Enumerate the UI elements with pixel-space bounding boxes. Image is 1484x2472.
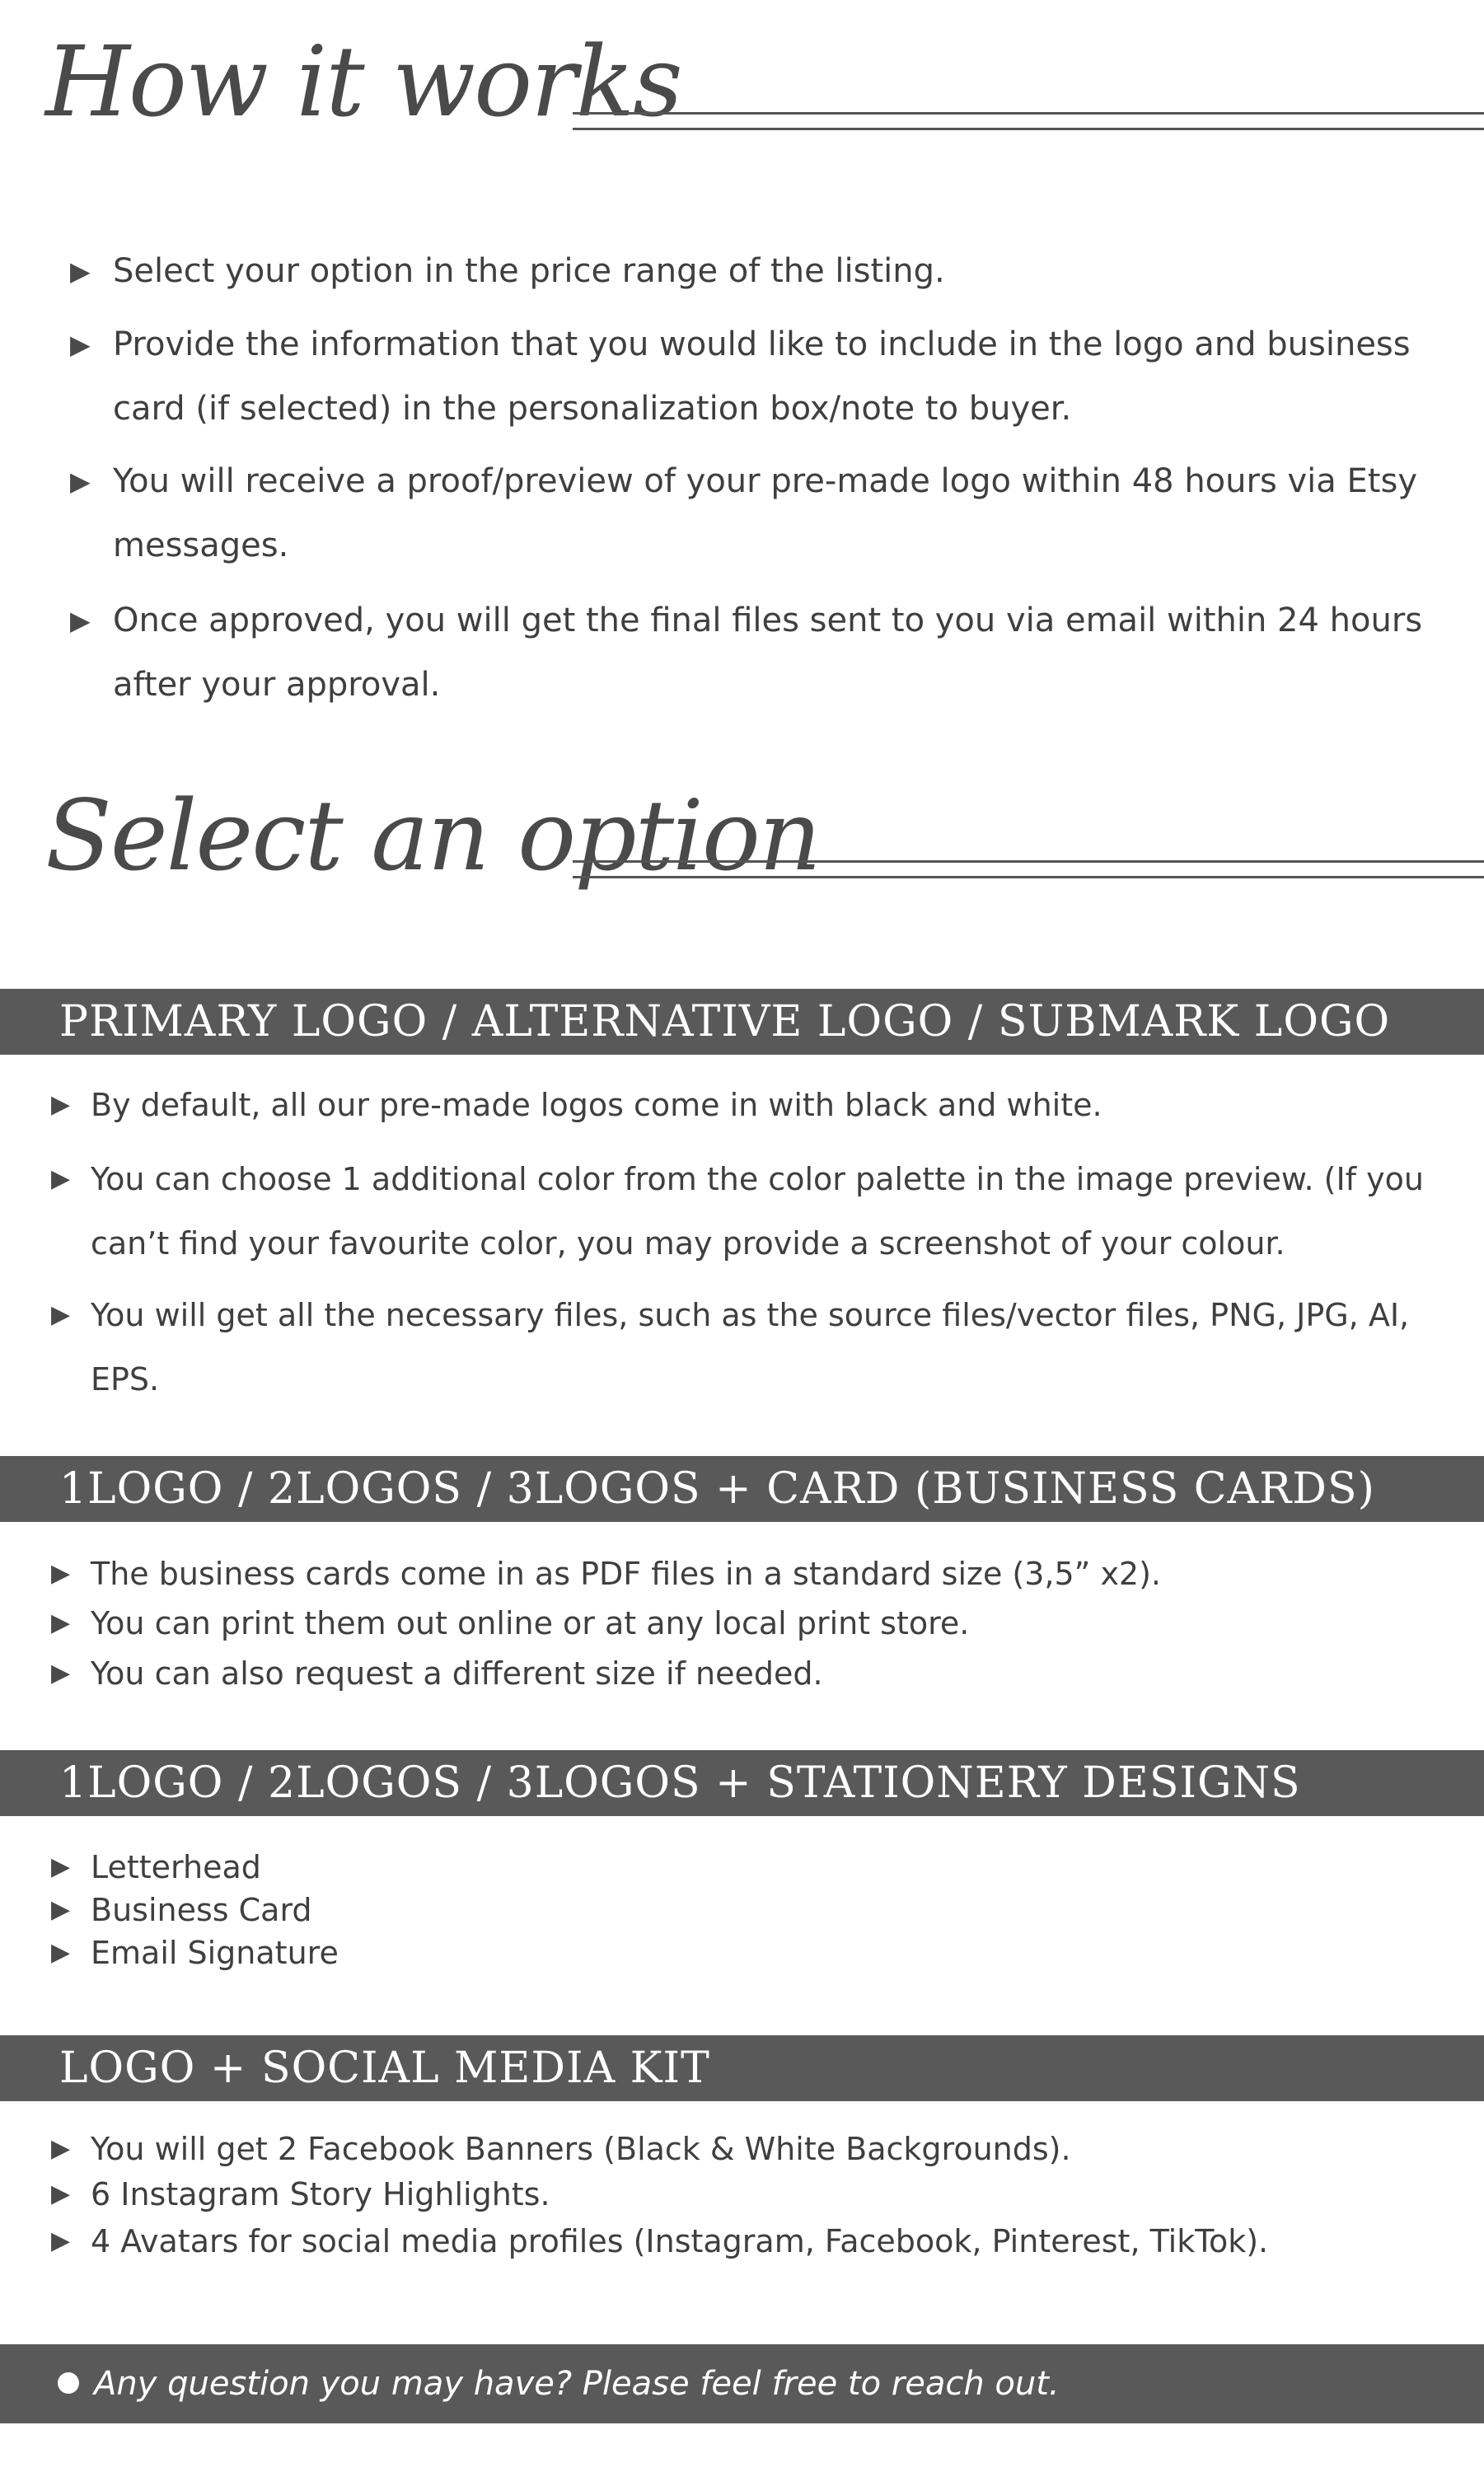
triangle-right-icon: ▶: [51, 2226, 71, 2255]
triangle-right-icon: ▶: [70, 329, 91, 360]
triangle-right-icon: ▶: [51, 1300, 71, 1329]
list-item: ▶ The business cards come in as PDF files in a standard size (3,5” x2).: [51, 1551, 1460, 1597]
dot-icon: [58, 2372, 79, 2394]
triangle-right-icon: ▶: [51, 1559, 71, 1588]
footer-text: Any question you may have? Please feel free to reach out.: [94, 2365, 1060, 2403]
triangle-right-icon: ▶: [51, 1608, 71, 1637]
section-heading: LOGO + SOCIAL MEDIA KIT: [0, 2035, 1484, 2101]
section-heading: PRIMARY LOGO / ALTERNATIVE LOGO / SUBMARK LOGO: [0, 989, 1484, 1055]
list-item: ▶ By default, all our pre-made logos come in with black and white.: [51, 1073, 1460, 1137]
list-item: ▶ You can also request a different size if needed.: [51, 1650, 1460, 1697]
list-item: ▶ You can choose 1 additional color from the color palette in the image preview. (If you can’t find your favourite color, you may provide a screenshot of your colour.: [51, 1147, 1460, 1276]
triangle-right-icon: ▶: [51, 2179, 71, 2208]
triangle-right-icon: ▶: [51, 1895, 71, 1924]
select-option-title: Select an option: [45, 779, 820, 892]
title-divider: [573, 860, 1484, 878]
triangle-right-icon: ▶: [70, 605, 91, 636]
list-item: ▶ 4 Avatars for social media profiles (Instagram, Facebook, Pinterest, TikTok).: [51, 2218, 1460, 2264]
triangle-right-icon: ▶: [51, 2134, 71, 2163]
triangle-right-icon: ▶: [70, 255, 91, 287]
section-heading: 1LOGO / 2LOGOS / 3LOGOS + STATIONERY DESIGNS: [0, 1750, 1484, 1816]
title-divider: [573, 112, 1484, 130]
section-heading: 1LOGO / 2LOGOS / 3LOGOS + CARD (BUSINESS CARDS): [0, 1456, 1484, 1522]
triangle-right-icon: ▶: [51, 1852, 71, 1881]
list-item: ▶ Email Signature: [51, 1931, 1460, 1974]
list-item: ▶ Business Card: [51, 1889, 1460, 1931]
step-item: ▶ You will receive a proof/preview of your pre-made logo within 48 hours via Etsy messages.: [70, 449, 1463, 578]
triangle-right-icon: ▶: [51, 1938, 71, 1967]
triangle-right-icon: ▶: [51, 1659, 71, 1688]
list-item: ▶ 6 Instagram Story Highlights.: [51, 2171, 1460, 2217]
list-item: ▶ Letterhead: [51, 1846, 1460, 1889]
triangle-right-icon: ▶: [70, 466, 91, 497]
triangle-right-icon: ▶: [51, 1090, 71, 1119]
step-item: ▶ Select your option in the price range of the listing.: [70, 239, 1463, 303]
step-item: ▶ Provide the information that you would like to include in the logo and business card (if selected) in the personalization box/note to buyer.: [70, 312, 1463, 441]
how-it-works-title: How it works: [45, 25, 681, 138]
footer-banner: [0, 2344, 1484, 2423]
triangle-right-icon: ▶: [51, 1164, 71, 1193]
list-item: ▶ You will get 2 Facebook Banners (Black & White Backgrounds).: [51, 2126, 1460, 2172]
list-item: ▶ You can print them out online or at any local print store.: [51, 1600, 1460, 1646]
step-item: ▶ Once approved, you will get the final files sent to you via email within 24 hours after your approval.: [70, 588, 1463, 717]
list-item: ▶ You will get all the necessary files, such as the source files/vector files, PNG, JPG, AI, EPS.: [51, 1283, 1460, 1412]
